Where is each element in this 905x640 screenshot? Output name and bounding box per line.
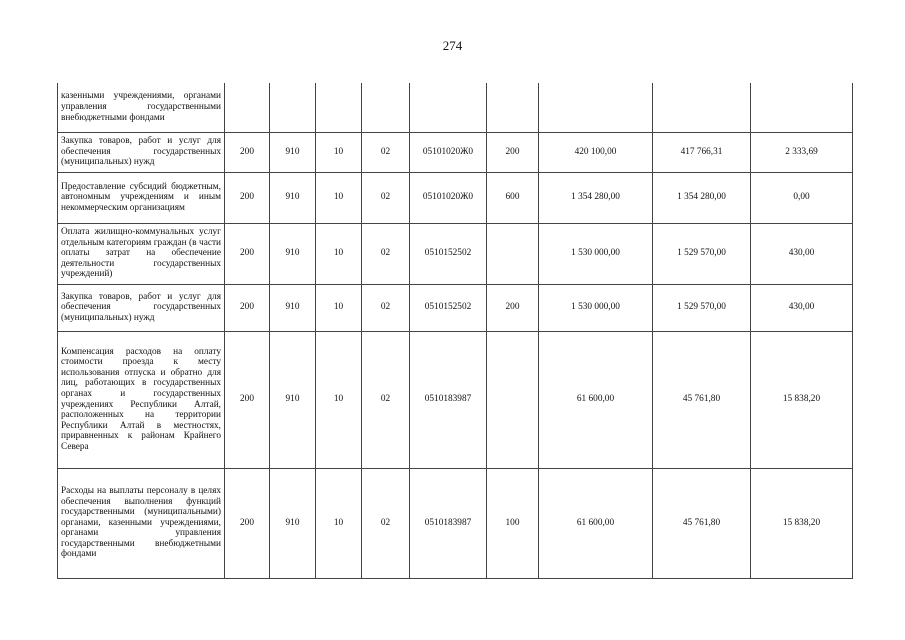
cell-col-4: 02 — [362, 468, 410, 578]
cell-col-3 — [316, 83, 362, 132]
cell-amount-plan — [539, 83, 653, 132]
cell-col-1: 200 — [225, 284, 270, 331]
budget-table — [57, 83, 853, 579]
row-description: казенными учреждениями, органами управления государственными внебюджетными фондами — [58, 83, 225, 132]
cell-col-2: 910 — [270, 223, 316, 284]
cell-expense-type: 200 — [487, 284, 539, 331]
cell-col-3: 10 — [316, 331, 362, 468]
cell-col-1: 200 — [225, 331, 270, 468]
cell-target-code — [410, 83, 487, 132]
cell-expense-type: 200 — [487, 132, 539, 172]
row-description: Расходы на выплаты персоналу в целях обеспечения выполнения функций государственными (муниципальными) органами, казенными учреждениями, органами управления государственными внебюджетными фондами — [58, 468, 225, 578]
cell-target-code: 0510152502 — [410, 223, 487, 284]
cell-col-4: 02 — [362, 132, 410, 172]
cell-expense-type: 100 — [487, 468, 539, 578]
cell-amount-remainder: 430,00 — [751, 284, 853, 331]
row-description: Закупка товаров, работ и услуг для обеспечения государственных (муниципальных) нужд — [58, 284, 225, 331]
cell-col-2: 910 — [270, 132, 316, 172]
cell-target-code: 0510183987 — [410, 331, 487, 468]
table-row — [58, 284, 853, 331]
cell-col-1 — [225, 83, 270, 132]
cell-col-1: 200 — [225, 132, 270, 172]
cell-amount-remainder: 15 838,20 — [751, 468, 853, 578]
cell-amount-plan: 1 530 000,00 — [539, 223, 653, 284]
cell-target-code: 0510152502 — [410, 284, 487, 331]
cell-col-3: 10 — [316, 223, 362, 284]
cell-amount-actual — [653, 83, 751, 132]
cell-amount-remainder: 430,00 — [751, 223, 853, 284]
table-row — [58, 223, 853, 284]
table-row — [58, 331, 853, 468]
cell-amount-remainder: 15 838,20 — [751, 331, 853, 468]
cell-col-3: 10 — [316, 132, 362, 172]
cell-amount-actual: 1 354 280,00 — [653, 172, 751, 223]
cell-col-2 — [270, 83, 316, 132]
cell-amount-remainder: 2 333,69 — [751, 132, 853, 172]
cell-col-1: 200 — [225, 468, 270, 578]
cell-amount-remainder: 0,00 — [751, 172, 853, 223]
cell-expense-type — [487, 331, 539, 468]
cell-amount-remainder — [751, 83, 853, 132]
cell-amount-actual: 1 529 570,00 — [653, 223, 751, 284]
cell-amount-plan: 61 600,00 — [539, 331, 653, 468]
cell-col-4: 02 — [362, 284, 410, 331]
cell-target-code: 0510183987 — [410, 468, 487, 578]
table-row — [58, 172, 853, 223]
cell-col-2: 910 — [270, 331, 316, 468]
cell-expense-type — [487, 83, 539, 132]
cell-target-code: 05101020Ж0 — [410, 172, 487, 223]
row-description: Предоставление субсидий бюджетным, автономным учреждениям и иным некоммерческим организациям — [58, 172, 225, 223]
table-row — [58, 132, 853, 172]
cell-amount-plan: 61 600,00 — [539, 468, 653, 578]
cell-amount-actual: 45 761,80 — [653, 331, 751, 468]
cell-col-2: 910 — [270, 284, 316, 331]
cell-expense-type: 600 — [487, 172, 539, 223]
cell-col-4: 02 — [362, 331, 410, 468]
cell-amount-plan: 1 354 280,00 — [539, 172, 653, 223]
cell-col-3: 10 — [316, 172, 362, 223]
cell-col-1: 200 — [225, 223, 270, 284]
cell-amount-plan: 1 530 000,00 — [539, 284, 653, 331]
row-description: Закупка товаров, работ и услуг для обеспечения государственных (муниципальных) нужд — [58, 132, 225, 172]
cell-target-code: 05101020Ж0 — [410, 132, 487, 172]
cell-amount-actual: 1 529 570,00 — [653, 284, 751, 331]
cell-amount-plan: 420 100,00 — [539, 132, 653, 172]
cell-col-3: 10 — [316, 468, 362, 578]
table-row — [58, 83, 853, 132]
cell-amount-actual: 417 766,31 — [653, 132, 751, 172]
cell-col-4: 02 — [362, 172, 410, 223]
cell-col-2: 910 — [270, 468, 316, 578]
cell-col-3: 10 — [316, 284, 362, 331]
page-number: 274 — [442, 38, 463, 53]
cell-col-4: 02 — [362, 223, 410, 284]
cell-expense-type — [487, 223, 539, 284]
table-row — [58, 468, 853, 578]
cell-col-2: 910 — [270, 172, 316, 223]
cell-col-4 — [362, 83, 410, 132]
cell-col-1: 200 — [225, 172, 270, 223]
row-description: Компенсация расходов на оплату стоимости проезда к месту использования отпуска и обратно для лиц, работающих в государственных органах и государственных учреждениях Республики Алтай, расположенных на территории Республики Алтай в местностях, приравненных к районам Крайнего Севера — [58, 331, 225, 468]
cell-amount-actual: 45 761,80 — [653, 468, 751, 578]
row-description: Оплата жилищно-коммунальных услуг отдельным категориям граждан (в части оплаты затрат на обеспечение деятельности государственных учреждений) — [58, 223, 225, 284]
